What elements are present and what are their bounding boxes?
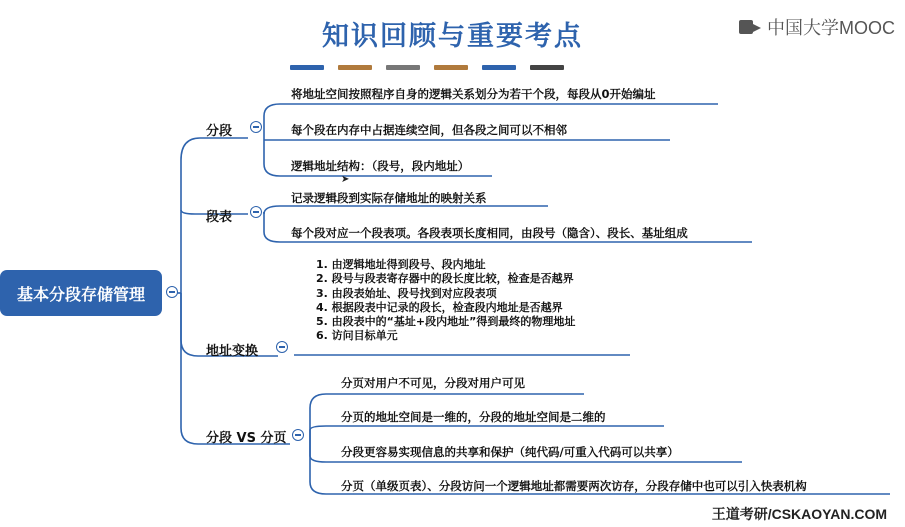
branch-segment-vs-paging[interactable]: 分段 VS 分页 (206, 431, 287, 446)
leaf-item: 分页对用户不可见，分段对用户可见 (341, 376, 525, 390)
leaf-item: 每个段在内存中占据连续空间，但各段之间可以不相邻 (291, 123, 567, 137)
collapse-toggle-icon[interactable] (250, 206, 262, 218)
mindmap-root[interactable]: 基本分段存储管理 (0, 270, 162, 316)
mouse-pointer-icon: ➤ (341, 174, 350, 185)
branch-address-translation[interactable]: 地址变换 (206, 344, 259, 359)
step-item: 3. 由段表始址、段号找到对应段表项 (316, 286, 497, 300)
leaf-item: 每个段对应一个段表项。各段表项长度相同，由段号（隐含）、段长、基址组成 (291, 226, 688, 240)
translation-steps (316, 258, 575, 344)
branch-segment-table[interactable]: 段表 (206, 210, 233, 225)
collapse-toggle-icon[interactable] (166, 286, 178, 298)
leaf-item: 逻辑地址结构：（段号，段内地址） (291, 159, 470, 173)
step-item: 6. 访问目标单元 (316, 329, 398, 343)
mooc-logo-text: 中国大学MOOC (767, 18, 895, 38)
step-item: 1. 由逻辑地址得到段号、段内地址 (316, 258, 486, 271)
collapse-toggle-icon[interactable] (250, 121, 262, 133)
collapse-toggle-icon[interactable] (276, 341, 288, 353)
watermark: 王道考研/CSKAOYAN.COM (711, 506, 887, 522)
leaf-item: 分段更容易实现信息的共享和保护（纯代码/可重入代码可以共享） (341, 445, 679, 459)
leaf-item: 分页的地址空间是一维的，分段的地址空间是二维的 (341, 410, 606, 424)
collapse-toggle-icon[interactable] (292, 429, 304, 441)
step-item: 5. 由段表中的“基址+段内地址”得到最终的物理地址 (316, 315, 576, 329)
step-item: 4. 根据段表中记录的段长，检查段内地址是否越界 (316, 300, 563, 314)
leaf-item: 将地址空间按照程序自身的逻辑关系划分为若干个段，每段从0开始编址 (291, 87, 656, 101)
leaf-item: 分页（单级页表）、分段访问一个逻辑地址都需要两次访存，分段存储中也可以引入快表机构 (341, 479, 807, 493)
step-item: 2. 段号与段表寄存器中的段长度比较，检查是否越界 (316, 272, 574, 286)
leaf-item: 记录逻辑段到实际存储地址的映射关系 (291, 191, 487, 205)
branch-segmentation[interactable]: 分段 (206, 124, 233, 139)
page-title: 知识回顾与重要考点 (322, 21, 583, 52)
